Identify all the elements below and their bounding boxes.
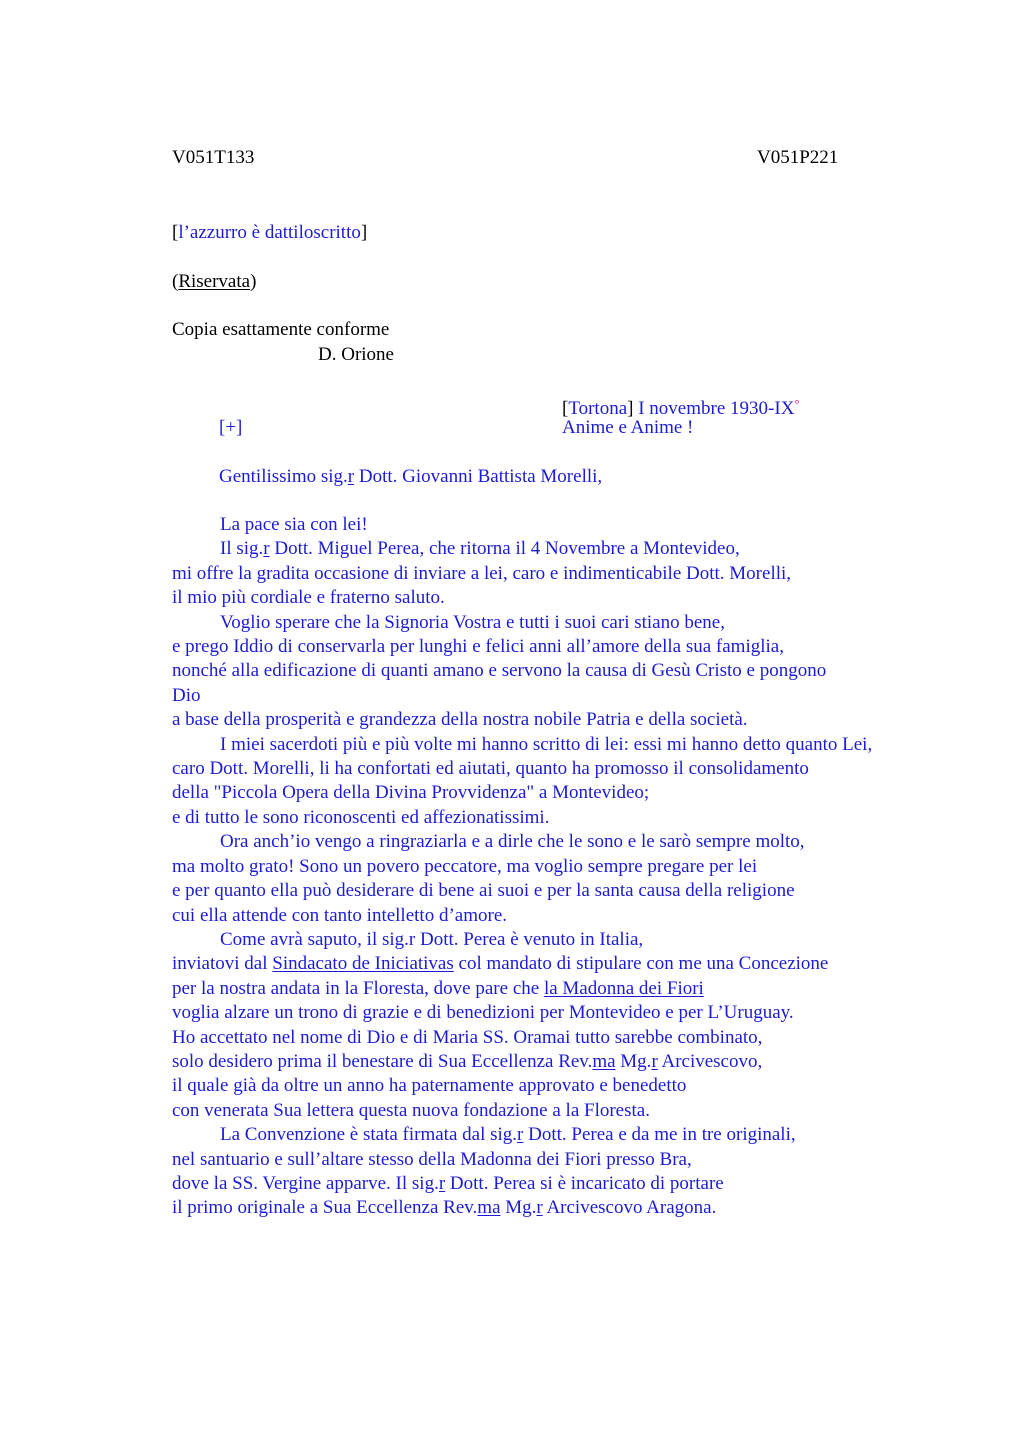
copy-signature: D. Orione	[318, 344, 394, 365]
body-line: nonché alla edificazione di quanti amano e servono la causa di Gesù Cristo e pongono	[172, 660, 827, 682]
madonna-dei-fiori-text: la Madonna dei Fiori	[543, 977, 704, 999]
degree-mark: °	[794, 396, 800, 411]
note-bracket-open: [	[172, 222, 179, 243]
body-line: dove la SS. Vergine apparve. Il sig.r Dott. Perea si è incaricato di portare	[172, 1172, 724, 1194]
body-line: per la nostra andata in la Floresta, dove pare che la Madonna dei Fiori	[172, 977, 704, 999]
body-line: Voglio sperare che la Signoria Vostra e tutti i suoi cari stiano bene,	[220, 611, 725, 633]
body-line: cui ella attende con tanto intelletto d’amore.	[172, 904, 508, 926]
dateline-date: I novembre 1930-IX	[633, 398, 795, 419]
body-line: Come avrà saputo, il sig.r Dott. Perea è venuto in Italia,	[220, 928, 644, 950]
riservata-word: Riservata	[178, 271, 251, 292]
body-line: mi offre la gradita occasione di inviare a lei, caro e indimenticabile Dott. Morelli,	[172, 562, 792, 584]
body-line: Ora anch’io vengo a ringraziarla e a dirle che le sono e le sarò sempre molto,	[220, 831, 805, 853]
body-line: La pace sia con lei!	[220, 514, 368, 535]
sindacato-link-text: Sindacato de Iniciativas	[272, 953, 454, 975]
riservata-label: (Riservata)	[172, 271, 257, 292]
body-line: ma molto grato! Sono un povero peccatore, ma voglio sempre pregare per lei	[172, 855, 758, 877]
body-line: nel santuario e sull’altare stesso della Madonna dei Fiori presso Bra,	[172, 1148, 692, 1170]
cross-mark: [+]	[219, 417, 243, 438]
body-line: e per quanto ella può desiderare di bene ai suoi e per la santa causa della religione	[172, 880, 795, 902]
body-line: con venerata Sua lettera questa nuova fondazione a la Floresta.	[172, 1099, 650, 1121]
body-line: Dio	[172, 684, 201, 706]
salutation: Gentilissimo sig.r Dott. Giovanni Battista Morelli,	[219, 466, 603, 487]
body-line: il primo originale a Sua Eccellenza Rev.ma Mg.r Arcivescovo Aragona.	[172, 1197, 717, 1219]
body-line: a base della prosperità e grandezza della nostra nobile Patria e della società.	[172, 709, 748, 731]
body-line: e prego Iddio di conservarla per lunghi e felici anni all’amore della sua famiglia,	[172, 636, 784, 658]
body-line: e di tutto le sono riconoscenti ed affezionatissimi.	[172, 806, 550, 828]
body-line: inviatovi dal Sindacato de Iniciativas col mandato di stipulare con me una Concezione	[172, 953, 829, 975]
body-line: il mio più cordiale e fraterno saluto.	[172, 587, 445, 609]
body-line: Il sig.r Dott. Miguel Perea, che ritorna il 4 Novembre a Montevideo,	[220, 538, 740, 560]
letter-body	[172, 513, 952, 1221]
motto: Anime e Anime !	[562, 417, 694, 438]
body-line: Ho accettato nel nome di Dio e di Maria SS. Oramai tutto sarebbe combinato,	[172, 1026, 763, 1048]
note-text: l’azzurro è dattiloscritto	[178, 222, 361, 243]
body-line: solo desidero prima il benestare di Sua Eccellenza Rev.ma Mg.r Arcivescovo,	[172, 1050, 763, 1072]
document-code-left: V051T133	[172, 147, 255, 168]
body-line: caro Dott. Morelli, li ha confortati ed aiutati, quanto ha promosso il consolidamento	[172, 758, 809, 780]
dateline-place: Tortona	[568, 398, 628, 419]
copy-conformity-line: Copia esattamente conforme	[172, 319, 390, 340]
body-line: il quale già da oltre un anno ha paternamente approvato e benedetto	[172, 1075, 687, 1097]
dateline: [Tortona] I novembre 1930-IX°	[562, 396, 800, 419]
body-line: La Convenzione è stata firmata dal sig.r Dott. Perea e da me in tre originali,	[220, 1124, 796, 1146]
note-bracket-close: ]	[360, 222, 368, 243]
body-line: I miei sacerdoti più e più volte mi hanno scritto di lei: essi mi hanno detto quanto Lei,	[220, 733, 873, 755]
editorial-note	[172, 221, 367, 245]
document-code-right: V051P221	[757, 147, 839, 168]
body-line: della "Piccola Opera della Divina Provvidenza" a Montevideo;	[172, 782, 650, 804]
body-line: voglia alzare un trono di grazie e di benedizioni per Montevideo e per L’Uruguay.	[172, 1002, 794, 1024]
